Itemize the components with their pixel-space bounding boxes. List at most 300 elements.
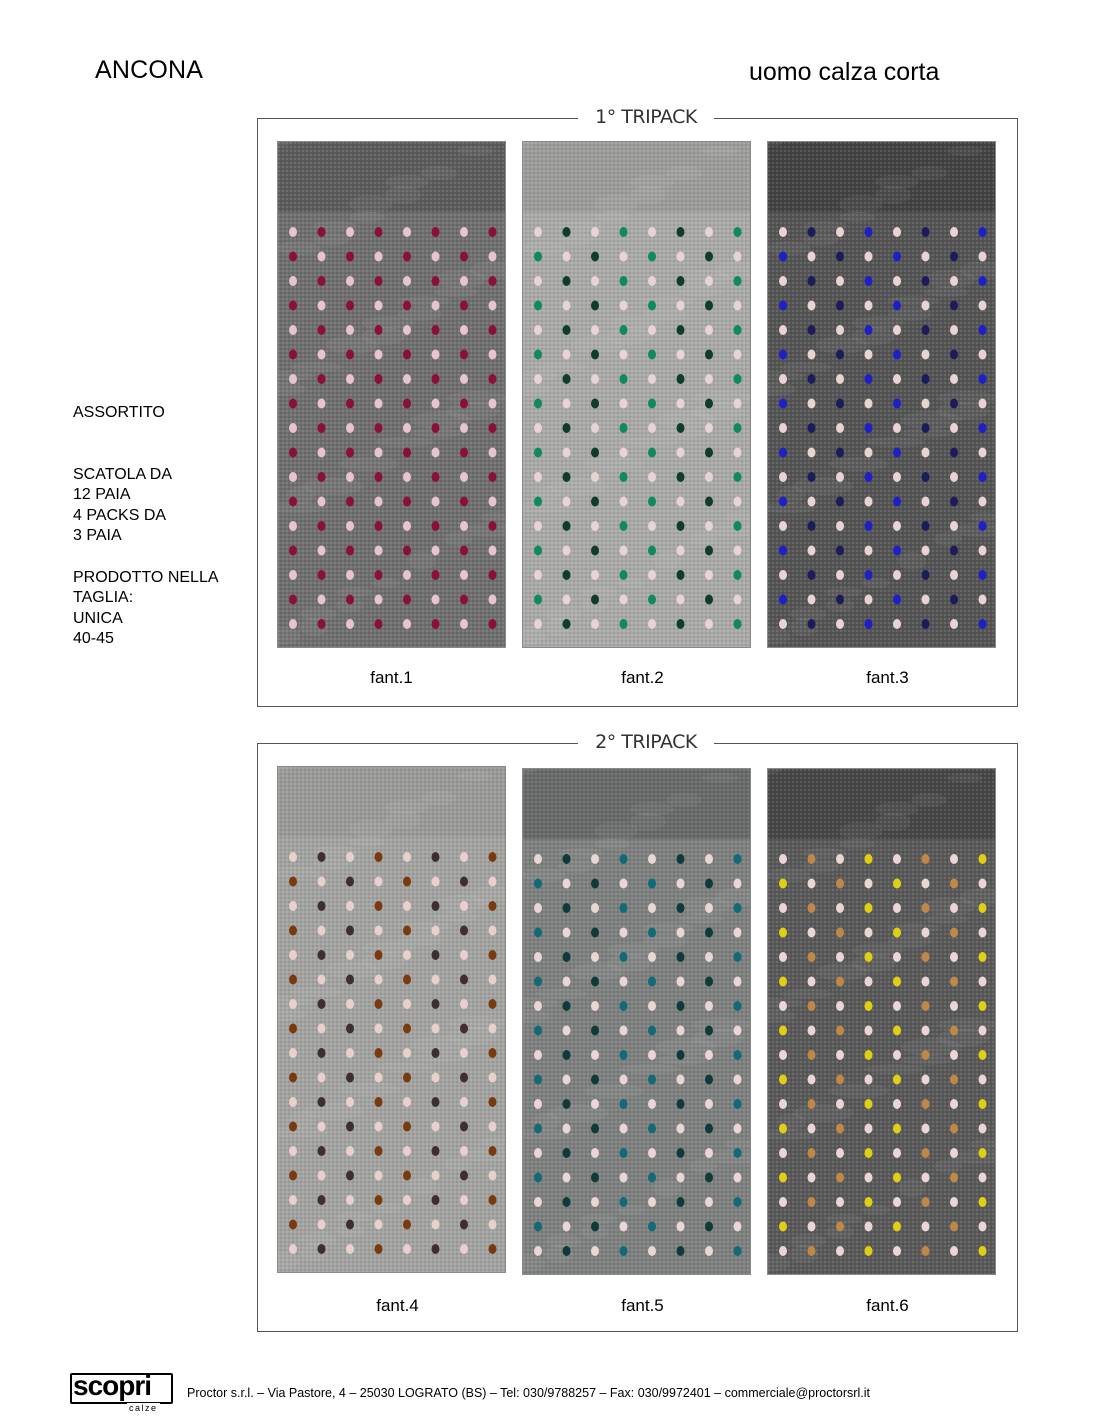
- sock-dot: [563, 570, 571, 580]
- sock-dot: [734, 1124, 742, 1134]
- sock-dot: [893, 1124, 901, 1134]
- sock-dot: [289, 901, 297, 911]
- sock-dot: [648, 374, 656, 384]
- sock-dot: [403, 350, 411, 360]
- sock-dot: [677, 619, 685, 629]
- sock-dot: [620, 325, 628, 335]
- sock-dot: [979, 350, 987, 360]
- sock-dot: [648, 903, 656, 913]
- sock-dot: [950, 1246, 958, 1256]
- sock-dot: [432, 619, 440, 629]
- sock-dot: [734, 399, 742, 409]
- sock-dot: [591, 521, 599, 531]
- sock-dot: [950, 521, 958, 531]
- sock-dot: [563, 879, 571, 889]
- sock-dot: [432, 301, 440, 311]
- sock-dot: [403, 999, 411, 1009]
- sock-dot: [648, 448, 656, 458]
- sock-dot: [534, 374, 542, 384]
- sock-dot: [979, 325, 987, 335]
- sock-swatch-fant-1: [277, 141, 506, 648]
- sock-dot: [563, 374, 571, 384]
- sock-dot: [460, 399, 468, 409]
- sock-dot: [648, 977, 656, 987]
- sock-dot: [289, 350, 297, 360]
- sock-dot: [563, 952, 571, 962]
- sock-dot: [375, 301, 383, 311]
- sock-dot: [808, 497, 816, 507]
- sock-dot: [705, 1099, 713, 1109]
- sock-dot: [922, 448, 930, 458]
- sock-dot: [893, 1001, 901, 1011]
- sock-dot: [591, 546, 599, 556]
- sock-dot: [677, 350, 685, 360]
- sock-dot: [677, 1099, 685, 1109]
- sock-dot: [893, 399, 901, 409]
- sock-dot: [460, 1122, 468, 1132]
- sock-dot: [865, 276, 873, 286]
- sock-dot: [808, 472, 816, 482]
- sock-dot: [950, 448, 958, 458]
- sock-dot: [346, 374, 354, 384]
- sock-dot: [734, 423, 742, 433]
- sock-dot: [318, 1171, 326, 1181]
- sock-dot: [489, 252, 497, 262]
- sock-dot: [534, 227, 542, 237]
- sock-dot: [734, 301, 742, 311]
- sock-dot: [836, 1124, 844, 1134]
- sock-dot: [289, 301, 297, 311]
- sock-dot: [289, 227, 297, 237]
- sock-dot: [922, 521, 930, 531]
- sock-dot: [865, 952, 873, 962]
- sock-dot: [318, 975, 326, 985]
- sock-dot: [460, 350, 468, 360]
- sock-dot: [734, 879, 742, 889]
- sock-dot: [865, 1075, 873, 1085]
- sock-dot: [460, 276, 468, 286]
- sock-dot: [289, 1048, 297, 1058]
- sock-dot: [489, 1171, 497, 1181]
- sock-dot: [836, 952, 844, 962]
- sock-dot: [563, 903, 571, 913]
- sock-dot: [432, 497, 440, 507]
- sock-dot: [318, 472, 326, 482]
- sock-dot: [677, 301, 685, 311]
- sock-dot: [979, 448, 987, 458]
- sock-dot: [734, 350, 742, 360]
- sock-dot: [489, 999, 497, 1009]
- sock-dot: [591, 423, 599, 433]
- sock-dot: [779, 570, 787, 580]
- sock-dot: [346, 1024, 354, 1034]
- sock-dot: [893, 301, 901, 311]
- sock-dot: [375, 570, 383, 580]
- sock-dot: [836, 374, 844, 384]
- sock-dot: [779, 1026, 787, 1036]
- sock-dot: [836, 227, 844, 237]
- sock-dot: [432, 325, 440, 335]
- sock-dot: [375, 252, 383, 262]
- sock-dot: [289, 852, 297, 862]
- sock-dot: [403, 374, 411, 384]
- sock-dot: [563, 1124, 571, 1134]
- sock-dot: [865, 1173, 873, 1183]
- sock-dot: [460, 252, 468, 262]
- sock-dot: [432, 521, 440, 531]
- sock-dot: [677, 928, 685, 938]
- sock-dot: [489, 619, 497, 629]
- sock-dot: [648, 472, 656, 482]
- sock-dot: [318, 1073, 326, 1083]
- sock-dot: [346, 950, 354, 960]
- sock-dot: [318, 901, 326, 911]
- sock-dot: [808, 423, 816, 433]
- sock-dot: [318, 227, 326, 237]
- sock-dot: [836, 472, 844, 482]
- sock-dot: [289, 252, 297, 262]
- sock-dot: [734, 928, 742, 938]
- sock-dot: [620, 570, 628, 580]
- sock-dot: [922, 325, 930, 335]
- sock-dot: [705, 595, 713, 605]
- sock-dot: [403, 1195, 411, 1205]
- sock-dot: [346, 595, 354, 605]
- sock-dot: [865, 1001, 873, 1011]
- sock-dot: [620, 1246, 628, 1256]
- sock-dot: [893, 928, 901, 938]
- sock-dot: [403, 877, 411, 887]
- sock-dot: [705, 1001, 713, 1011]
- sock-dot: [893, 521, 901, 531]
- sock-dot: [489, 1244, 497, 1254]
- sock-dot: [893, 595, 901, 605]
- sock-dot: [591, 1124, 599, 1134]
- sock-dot: [346, 252, 354, 262]
- sock-dot: [893, 879, 901, 889]
- sock-dot: [979, 903, 987, 913]
- sock-dot: [432, 423, 440, 433]
- sock-dot: [403, 1073, 411, 1083]
- sock-dot: [534, 1173, 542, 1183]
- sock-dot: [460, 227, 468, 237]
- sock-dot: [705, 521, 713, 531]
- sock-dot: [620, 595, 628, 605]
- sock-dot: [620, 903, 628, 913]
- sock-dot: [346, 276, 354, 286]
- sock-dot: [489, 1073, 497, 1083]
- sock-dot: [563, 350, 571, 360]
- sock-dot: [346, 1122, 354, 1132]
- sock-dot: [591, 952, 599, 962]
- sock-dot: [979, 1173, 987, 1183]
- sock-dot: [460, 1195, 468, 1205]
- sock-dot: [779, 928, 787, 938]
- sock-dot: [318, 374, 326, 384]
- sock-dot: [563, 472, 571, 482]
- sock-dot: [375, 399, 383, 409]
- sock-dot: [489, 325, 497, 335]
- sock-dot: [489, 570, 497, 580]
- sock-dot: [432, 975, 440, 985]
- sock-dot: [950, 1075, 958, 1085]
- sock-dot: [534, 903, 542, 913]
- sock-dot: [534, 977, 542, 987]
- sock-dot: [734, 227, 742, 237]
- sock-dot: [648, 521, 656, 531]
- sock-dot: [620, 497, 628, 507]
- sock-dot: [346, 1048, 354, 1058]
- sock-dot: [808, 595, 816, 605]
- sock-dot: [865, 595, 873, 605]
- sock-dot: [677, 448, 685, 458]
- sock-label-fant-6: fant.6: [866, 1296, 909, 1315]
- sock-dot: [779, 227, 787, 237]
- sock-dot: [460, 472, 468, 482]
- sock-dot: [289, 521, 297, 531]
- sock-dot: [734, 903, 742, 913]
- sock-dot: [979, 497, 987, 507]
- sock-dot: [808, 399, 816, 409]
- sock-dot: [950, 952, 958, 962]
- sock-dot: [808, 1197, 816, 1207]
- sock-dot: [460, 619, 468, 629]
- sock-dot: [922, 472, 930, 482]
- sock-dot: [403, 852, 411, 862]
- sock-dot: [403, 252, 411, 262]
- sock-dot: [979, 276, 987, 286]
- sock-dot: [318, 423, 326, 433]
- sock-dot: [432, 448, 440, 458]
- sock-dot: [865, 521, 873, 531]
- sock-dot: [808, 928, 816, 938]
- sock-dot: [922, 1222, 930, 1232]
- sock-dot: [346, 1171, 354, 1181]
- product-category: uomo calza corta: [749, 58, 940, 86]
- sock-dot: [979, 1050, 987, 1060]
- sock-dot: [950, 1124, 958, 1134]
- sock-dot: [950, 903, 958, 913]
- sock-dot: [836, 497, 844, 507]
- sock-dot: [591, 399, 599, 409]
- sock-dot: [591, 1173, 599, 1183]
- sock-dot: [950, 252, 958, 262]
- sock-dot: [534, 301, 542, 311]
- sock-dot: [318, 877, 326, 887]
- sock-dot: [534, 1197, 542, 1207]
- sock-dot: [432, 926, 440, 936]
- sock-dot: [375, 901, 383, 911]
- sock-dot: [922, 276, 930, 286]
- sock-dot: [534, 423, 542, 433]
- sock-dot: [563, 1026, 571, 1036]
- sock-dot: [403, 1244, 411, 1254]
- sock-dot: [375, 350, 383, 360]
- sock-dot: [893, 497, 901, 507]
- sock-dot: [620, 1173, 628, 1183]
- sock-dot: [591, 879, 599, 889]
- sock-dot: [563, 595, 571, 605]
- sock-dot: [808, 903, 816, 913]
- sock-dot: [893, 472, 901, 482]
- sock-dot: [346, 448, 354, 458]
- sock-dot: [591, 1222, 599, 1232]
- sock-dot: [489, 950, 497, 960]
- sock-dot: [836, 521, 844, 531]
- sock-dot: [677, 276, 685, 286]
- sock-dot: [950, 1001, 958, 1011]
- sock-dot: [705, 619, 713, 629]
- sock-dot: [591, 1148, 599, 1158]
- sock-dot: [563, 1148, 571, 1158]
- sock-dot: [432, 1122, 440, 1132]
- sock-dot: [705, 325, 713, 335]
- sock-dot: [534, 399, 542, 409]
- sock-dot: [318, 595, 326, 605]
- sock-dot: [734, 1050, 742, 1060]
- sock-dot: [979, 374, 987, 384]
- sock-dot: [950, 1050, 958, 1060]
- sock-dot: [346, 1097, 354, 1107]
- sock-dot: [836, 1148, 844, 1158]
- sock-dot: [432, 1024, 440, 1034]
- sock-dot: [403, 1122, 411, 1132]
- sock-dot: [620, 1075, 628, 1085]
- sock-dot: [318, 999, 326, 1009]
- box-spec-line: 4 PACKS DA: [73, 506, 167, 524]
- sock-dot: [460, 374, 468, 384]
- sock-dot: [289, 926, 297, 936]
- sock-dot: [779, 374, 787, 384]
- sock-dot: [432, 1048, 440, 1058]
- sock-dot: [318, 276, 326, 286]
- sock-dot: [648, 227, 656, 237]
- sock-dot: [779, 1173, 787, 1183]
- sock-dot: [808, 879, 816, 889]
- sock-dot: [375, 276, 383, 286]
- sock-dot: [460, 1220, 468, 1230]
- sock-dot: [705, 952, 713, 962]
- sock-dot: [648, 546, 656, 556]
- sock-dot: [836, 399, 844, 409]
- sock-dot: [677, 1026, 685, 1036]
- sock-dot: [460, 423, 468, 433]
- sock-dot: [893, 448, 901, 458]
- sock-dot: [893, 570, 901, 580]
- sock-dot: [836, 1099, 844, 1109]
- sock-dot: [346, 325, 354, 335]
- sock-dot: [489, 1220, 497, 1230]
- sock-dot: [865, 854, 873, 864]
- sock-dot: [979, 423, 987, 433]
- sock-dot: [403, 570, 411, 580]
- sock-dot: [922, 252, 930, 262]
- sock-dot: [346, 975, 354, 985]
- sock-dot: [808, 1050, 816, 1060]
- sock-dot: [534, 879, 542, 889]
- sock-dot: [591, 325, 599, 335]
- sock-dot: [779, 448, 787, 458]
- sock-dot: [922, 1197, 930, 1207]
- sock-dot: [893, 1197, 901, 1207]
- sock-dot: [808, 301, 816, 311]
- sock-dot: [534, 570, 542, 580]
- sock-dot: [563, 521, 571, 531]
- sock-dot: [893, 276, 901, 286]
- sock-dot: [318, 1024, 326, 1034]
- sock-dot: [836, 1001, 844, 1011]
- sock-dot: [734, 472, 742, 482]
- sock-dot: [403, 1024, 411, 1034]
- sock-dot: [836, 595, 844, 605]
- sock-dot: [779, 1124, 787, 1134]
- sock-dot: [432, 1097, 440, 1107]
- sock-dot: [734, 1222, 742, 1232]
- sock-dot: [779, 301, 787, 311]
- sock-dot: [318, 1122, 326, 1132]
- sock-dot: [489, 374, 497, 384]
- sock-dot: [979, 879, 987, 889]
- sock-dot: [534, 1050, 542, 1060]
- sock-dot: [979, 1148, 987, 1158]
- sock-label-fant-4: fant.4: [376, 1296, 419, 1315]
- sock-dot: [489, 350, 497, 360]
- sock-dot: [865, 1222, 873, 1232]
- sock-label-fant-1: fant.1: [370, 668, 413, 687]
- product-name: ANCONA: [95, 56, 204, 84]
- sock-dot: [346, 1073, 354, 1083]
- sock-dot: [648, 1197, 656, 1207]
- sock-dot: [979, 1197, 987, 1207]
- sock-dot: [734, 374, 742, 384]
- sock-dot: [779, 1222, 787, 1232]
- sock-dot: [289, 1097, 297, 1107]
- sock-label-fant-3: fant.3: [866, 668, 909, 687]
- sock-dot: [979, 595, 987, 605]
- sock-dot: [289, 1220, 297, 1230]
- sock-dot: [979, 1099, 987, 1109]
- sock-dot: [534, 546, 542, 556]
- sock-dot: [620, 1050, 628, 1060]
- sock-dot: [563, 1050, 571, 1060]
- sock-dot: [403, 497, 411, 507]
- sock-dot: [836, 1197, 844, 1207]
- sock-dot: [534, 325, 542, 335]
- sock-dot: [677, 521, 685, 531]
- sock-dot: [620, 1222, 628, 1232]
- sock-dot: [950, 350, 958, 360]
- sock-dot: [836, 546, 844, 556]
- sock-dot: [289, 1024, 297, 1034]
- sock-dot: [705, 1050, 713, 1060]
- sock-dot: [979, 546, 987, 556]
- sock-dot: [346, 301, 354, 311]
- sock-dot: [705, 448, 713, 458]
- sock-dot: [677, 952, 685, 962]
- sock-dot: [648, 1050, 656, 1060]
- sock-dot: [289, 1122, 297, 1132]
- sock-dot: [893, 854, 901, 864]
- sock-dot: [950, 1173, 958, 1183]
- sock-dot: [950, 595, 958, 605]
- sock-dot: [734, 1001, 742, 1011]
- sock-dot: [375, 1048, 383, 1058]
- sock-dot: [705, 1197, 713, 1207]
- sock-dot: [808, 1075, 816, 1085]
- sock-dot: [734, 1075, 742, 1085]
- tripack-1-title: 1° TRIPACK: [578, 105, 714, 129]
- sock-pattern: [768, 769, 996, 1275]
